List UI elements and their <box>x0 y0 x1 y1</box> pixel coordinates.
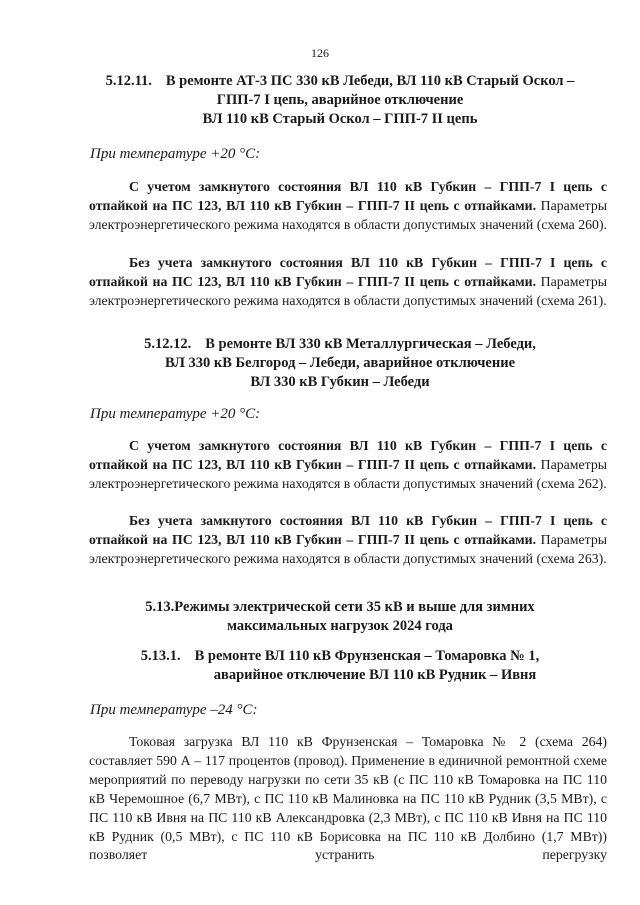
paragraph <box>89 733 607 865</box>
heading-line <box>60 72 620 91</box>
heading-text: В ремонте ВЛ 110 кВ Фрунзенская – Томаровка № 1, <box>194 648 540 664</box>
heading-line <box>60 335 620 354</box>
heading-line: ГПП-7 I цепь, аварийное отключение <box>216 92 464 108</box>
section-heading-5-13 <box>60 598 620 636</box>
section-number: 5.12.12. <box>144 336 192 352</box>
heading-line: ВЛ 110 кВ Старый Оскол – ГПП-7 II цепь <box>202 111 478 127</box>
bold-lead: С учетом замкнутого состояния ВЛ 110 кВ Губкин – ГПП-7 I цепь с отпайкой на ПС 123, ВЛ 110 кВ Губкин – ГПП-7 II цепь с отпайками. <box>89 438 607 472</box>
heading-line: ВЛ 330 кВ Белгород – Лебеди, аварийное отключение <box>164 355 516 371</box>
paragraph-text: Параметры электроэнергетического режима находятся в области допустимых значений (схема 263). <box>89 531 608 566</box>
section-heading-5-12-12 <box>60 335 620 392</box>
paragraph-text: Параметры электроэнергетического режима находятся в области допустимых значений (схема 260). <box>89 197 608 232</box>
paragraph-text: Токовая загрузка ВЛ 110 кВ Фрунзенская – Томаровка № 2 (схема 264) составляет 590 А – 117 процентов (провод). Применение в единичной ремонтной схеме мероприятий по переводу нагрузки по сети 35 кВ (с ПС 110 кВ Томаровка на ПС 110 кВ Черемошное (6,7 МВт), с ПС 110 кВ Малиновка на ПС 110 кВ Рудник (3,5 МВт), с ПС 110 кВ Ивня на ПС 110 кВ Александровка (2,3 МВт), с ПС 110 кВ Ивня на ПС 110 кВ Рудник (0,5 МВт), с ПС 110 кВ Борисовка на ПС 110 кВ Долбино (1,7 МВт)) позволяет устранить перегрузку <box>89 734 607 863</box>
bold-lead: Без учета замкнутого состояния ВЛ 110 кВ Губкин – ГПП-7 I цепь с отпайкой на ПС 123, ВЛ 110 кВ Губкин – ГПП-7 II цепь с отпайками. <box>89 513 607 547</box>
paragraph-text: Параметры электроэнергетического режима находятся в области допустимых значений (схема 262). <box>89 456 608 491</box>
heading-line: максимальных нагрузок 2024 года <box>227 618 453 634</box>
section-number: 5.12.11. <box>105 73 152 89</box>
temperature-condition: При температуре –24 °С: <box>90 702 258 718</box>
page-number: 126 <box>311 46 329 60</box>
paragraph <box>89 512 607 569</box>
heading-line: ВЛ 330 кВ Губкин – Лебеди <box>250 374 430 390</box>
heading-text: В ремонте ВЛ 330 кВ Металлургическая – Лебеди, <box>205 336 536 352</box>
section-heading-5-13-1 <box>60 647 620 685</box>
paragraph-text: Параметры электроэнергетического режима находятся в области допустимых значений (схема 261). <box>89 273 608 308</box>
bold-lead: С учетом замкнутого состояния ВЛ 110 кВ Губкин – ГПП-7 I цепь с отпайкой на ПС 123, ВЛ 110 кВ Губкин – ГПП-7 II цепь с отпайками. <box>89 179 607 213</box>
section-heading-5-12-11 <box>60 72 620 129</box>
heading-line <box>60 647 620 666</box>
paragraph <box>89 437 607 494</box>
temperature-condition: При температуре +20 °С: <box>90 406 261 422</box>
heading-line: 5.13.Режимы электрической сети 35 кВ и выше для зимних <box>145 599 535 615</box>
section-number: 5.13.1. <box>140 648 181 664</box>
paragraph <box>89 178 607 235</box>
heading-line: аварийное отключение ВЛ 110 кВ Рудник – Ивня <box>213 667 537 683</box>
bold-lead: Без учета замкнутого состояния ВЛ 110 кВ Губкин – ГПП-7 I цепь с отпайкой на ПС 123, ВЛ 110 кВ Губкин – ГПП-7 II цепь с отпайками. <box>89 255 607 289</box>
heading-text: В ремонте АТ-3 ПС 330 кВ Лебеди, ВЛ 110 кВ Старый Оскол – <box>165 73 575 89</box>
temperature-condition: При температуре +20 °С: <box>90 146 261 162</box>
paragraph <box>89 254 607 311</box>
